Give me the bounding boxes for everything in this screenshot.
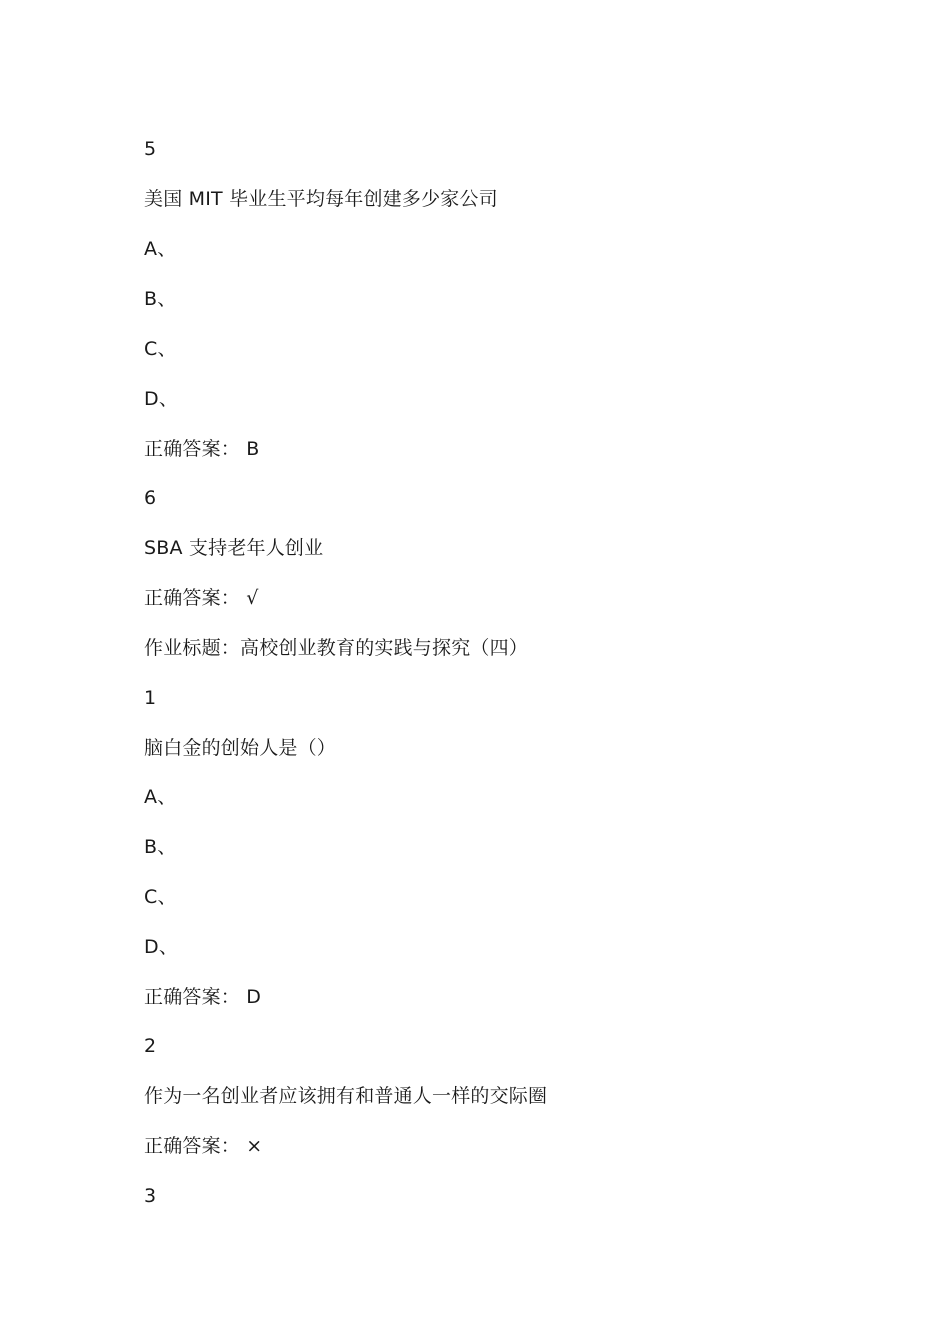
question-text: 美国 MIT 毕业生平均每年创建多少家公司 [144,188,498,210]
option-c: C、 [144,338,177,360]
option-d: D、 [144,388,179,410]
option-d: D、 [144,936,179,958]
correct-answer: 正确答案： D [144,986,262,1008]
option-a: A、 [144,238,177,260]
option-a: A、 [144,786,177,808]
question-text: 脑白金的创始人是（） [144,737,337,759]
question-number: 1 [144,687,157,709]
question-number: 3 [144,1185,157,1207]
option-b: B、 [144,288,177,310]
option-b: B、 [144,836,177,858]
question-number: 6 [144,487,157,509]
question-number: 2 [144,1035,157,1057]
option-c: C、 [144,886,177,908]
question-text: 作为一名创业者应该拥有和普通人一样的交际圈 [144,1085,548,1107]
assignment-title: 作业标题：高校创业教育的实践与探究（四） [144,637,529,659]
correct-answer: 正确答案： √ [144,587,259,609]
question-text: SBA 支持老年人创业 [144,537,324,559]
correct-answer: 正确答案： B [144,438,260,460]
question-number: 5 [144,138,157,160]
correct-answer: 正确答案： × [144,1135,263,1157]
